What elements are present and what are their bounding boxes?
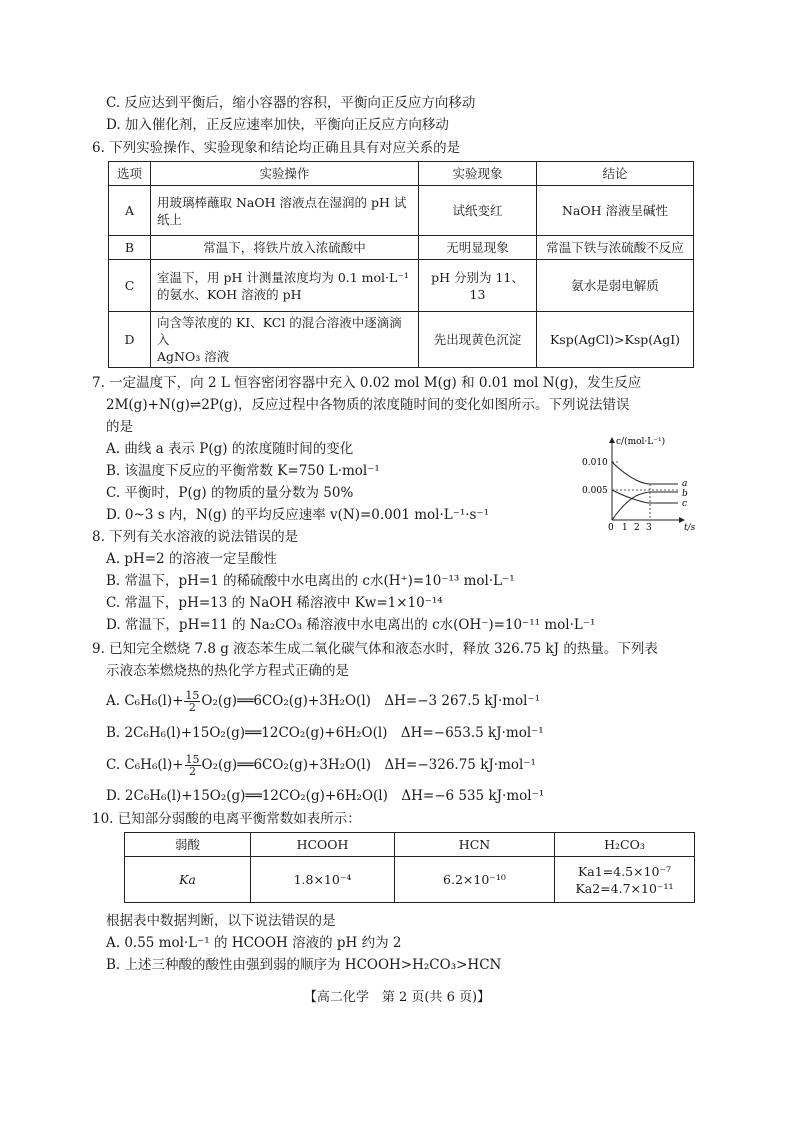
q7-stem-line1: 7. 一定温度下，向 2 L 恒容密闭容器中充入 0.02 mol M(g) 和 0.01 mol N(g)，发生反应: [92, 375, 642, 391]
graph-curve-a: [612, 462, 678, 484]
q7-option-b: B. 该温度下反应的平衡常数 K=750 L·mol⁻¹: [106, 463, 380, 479]
q7-option-c: C. 平衡时，P(g) 的物质的量分数为 50%: [106, 485, 354, 501]
q8-stem: 8. 下列有关水溶液的说法错误的是: [92, 529, 299, 545]
q6-row-a-op-line1: 用玻璃棒蘸取 NaOH 溶液点在湿润的 pH 试: [157, 194, 407, 210]
q10-header-acid: 弱酸: [125, 833, 251, 857]
q10-header-row: [125, 833, 695, 857]
graph-xtick-3: 3: [646, 523, 652, 533]
q9-option-d: D. 2C₆H₆(l)+15O₂(g)══12CO₂(g)+6H₂O(l) ΔH=−6 535 kJ·mol⁻¹: [106, 788, 545, 804]
q9-option-a-numerator: 15: [185, 689, 200, 702]
q8-option-a: A. pH=2 的溶液一定呈酸性: [106, 551, 277, 567]
q5-option-c: C. 反应达到平衡后，缩小容器的容积，平衡向正反应方向移动: [106, 95, 476, 111]
q7-concentration-graph: [578, 434, 704, 534]
q6-row-a-conclusion: NaOH 溶液呈碱性: [537, 186, 694, 236]
q6-row-a-phenomenon: 试纸变红: [419, 186, 537, 236]
q6-row-c-operation: [151, 260, 419, 312]
q10-ka1-h2co3: Ka1=4.5×10⁻⁷: [577, 863, 672, 879]
q9-option-c-denominator: 2: [189, 765, 197, 778]
q6-header-conclusion: 结论: [537, 162, 694, 186]
q6-row-d: [109, 312, 694, 368]
q9-option-a: [106, 688, 540, 714]
q6-header-phenomenon: 实验现象: [419, 162, 537, 186]
q10-option-a: A. 0.55 mol·L⁻¹ 的 HCOOH 溶液的 pH 约为 2: [106, 935, 402, 951]
q6-header-operation: 实验操作: [151, 162, 419, 186]
graph-y-label: c/(mol·L⁻¹): [616, 437, 666, 447]
q6-row-d-phenomenon: 先出现黄色沉淀: [419, 312, 537, 368]
q9-option-c-pre: C. C₆H₆(l)+: [106, 757, 184, 773]
q9-option-c-post: O₂(g)══6CO₂(g)+3H₂O(l) ΔH=−326.75 kJ·mol⁻¹: [201, 757, 536, 773]
graph-xtick-1: 1: [622, 523, 628, 533]
q6-row-d-option: D: [109, 312, 151, 368]
q6-stem: 6. 下列实验操作、实验现象和结论均正确且具有对应关系的是: [92, 140, 461, 156]
q8-option-b: B. 常温下，pH=1 的稀硫酸中水电离出的 c水(H⁺)=10⁻¹³ mol·L⁻¹: [106, 573, 515, 589]
graph-x-label: t/s: [684, 523, 696, 533]
q9-option-a-post: O₂(g)══6CO₂(g)+3H₂O(l) ΔH=−3 267.5 kJ·mol⁻¹: [201, 693, 541, 709]
q6-row-d-op-line1: 向含等浓度的 KI、KCl 的混合溶液中逐滴滴入: [157, 315, 402, 347]
q5-option-d: D. 加入催化剂，正反应速率加快，平衡向正反应方向移动: [106, 117, 449, 133]
q6-row-c: [109, 260, 694, 312]
graph-xtick-0: 0: [608, 523, 614, 533]
q6-row-c-conclusion: 氨水是弱电解质: [537, 260, 694, 312]
q10-option-b: B. 上述三种酸的酸性由强到弱的顺序为 HCOOH>H₂CO₃>HCN: [106, 957, 502, 973]
q7-option-a: A. 曲线 a 表示 P(g) 的浓度随时间的变化: [106, 441, 354, 457]
q6-table: [108, 161, 694, 368]
q10-ka-hcooh: 1.8×10⁻⁴: [251, 857, 395, 903]
q6-row-a-option: A: [109, 186, 151, 236]
q6-row-d-conclusion: Ksp(AgCl)>Ksp(AgI): [537, 312, 694, 368]
q9-option-c-fraction: [185, 754, 201, 777]
q8-option-c: C. 常温下，pH=13 的 NaOH 稀溶液中 Kw=1×10⁻¹⁴: [106, 595, 443, 611]
page-footer: 【高二化学 第 2 页(共 6 页)】: [303, 990, 491, 1005]
q6-header-row: [109, 162, 694, 186]
q7-option-d: D. 0~3 s 内，N(g) 的平均反应速率 v(N)=0.001 mol·L⁻¹·s⁻¹: [106, 507, 490, 523]
q6-row-c-phenomenon: pH 分别为 11、13: [419, 260, 537, 312]
graph-ytick-0010: 0.010: [582, 458, 608, 468]
graph-ytick-0005: 0.005: [582, 486, 608, 496]
q6-row-a-op-line2: 纸上: [157, 211, 183, 227]
q10-ka-h2co3: [555, 857, 695, 903]
q6-row-b: [109, 236, 694, 260]
q6-row-b-operation: 常温下，将铁片放入浓硫酸中: [151, 236, 419, 260]
q6-row-d-operation: [151, 312, 419, 368]
q10-table: [124, 832, 695, 903]
q10-ka-row: [125, 857, 695, 903]
q6-row-a: [109, 186, 694, 236]
q10-stem: 10. 已知部分弱酸的电离平衡常数如表所示：: [92, 811, 361, 827]
q6-header-option: 选项: [109, 162, 151, 186]
q6-row-b-phenomenon: 无明显现象: [419, 236, 537, 260]
graph-xtick-2: 2: [634, 523, 640, 533]
q6-row-d-op-line2: AgNO₃ 溶液: [157, 349, 230, 364]
graph-curve-c-label: c: [682, 499, 688, 509]
q9-option-c: [106, 752, 536, 778]
q6-row-a-operation: [151, 186, 419, 236]
q7-stem-line3: 的是: [106, 419, 133, 435]
q9-stem-line2: 示液态苯燃烧热的热化学方程式正确的是: [106, 663, 349, 679]
q9-option-a-denominator: 2: [188, 701, 196, 714]
q6-row-c-op-line1: 室温下，用 pH 计测量浓度均为 0.1 mol·L⁻¹: [157, 269, 409, 285]
q9-option-c-numerator: 15: [185, 753, 200, 766]
q9-stem-line1: 9. 已知完全燃烧 7.8 g 液态苯生成二氧化碳气体和液态水时，释放 326.75 kJ 的热量。下列表: [92, 641, 658, 657]
graph-curve-b: [612, 492, 678, 520]
graph-curve-a-label: a: [682, 479, 688, 489]
q10-ka2-h2co3: Ka2=4.7×10⁻¹¹: [575, 880, 674, 896]
q9-option-a-fraction: [184, 690, 200, 713]
q10-ka-label: Ka: [125, 857, 251, 903]
q6-row-c-option: C: [109, 260, 151, 312]
q7-stem-line2: 2M(g)+N(g)⇌2P(g)，反应过程中各物质的浓度随时间的变化如图所示。下列说法错误: [106, 397, 630, 413]
q10-header-hcn: HCN: [395, 833, 555, 857]
q6-row-b-option: B: [109, 236, 151, 260]
q8-option-d: D. 常温下，pH=11 的 Na₂CO₃ 稀溶液中水电离出的 c水(OH⁻)=10⁻¹¹ mol·L⁻¹: [106, 617, 596, 633]
q6-row-c-op-line2: 的氨水、KOH 溶液的 pH: [157, 286, 302, 302]
q6-row-b-conclusion: 常温下铁与浓硫酸不反应: [537, 236, 694, 260]
q9-option-a-pre: A. C₆H₆(l)+: [106, 693, 184, 709]
q10-question: 根据表中数据判断，以下说法错误的是: [106, 913, 336, 929]
q10-header-hcooh: HCOOH: [251, 833, 395, 857]
q9-option-b: B. 2C₆H₆(l)+15O₂(g)══12CO₂(g)+6H₂O(l) ΔH=−653.5 kJ·mol⁻¹: [106, 725, 544, 741]
graph-curve-b-label: b: [682, 489, 688, 499]
q10-header-h2co3: H₂CO₃: [555, 833, 695, 857]
q10-ka-hcn: 6.2×10⁻¹⁰: [395, 857, 555, 903]
